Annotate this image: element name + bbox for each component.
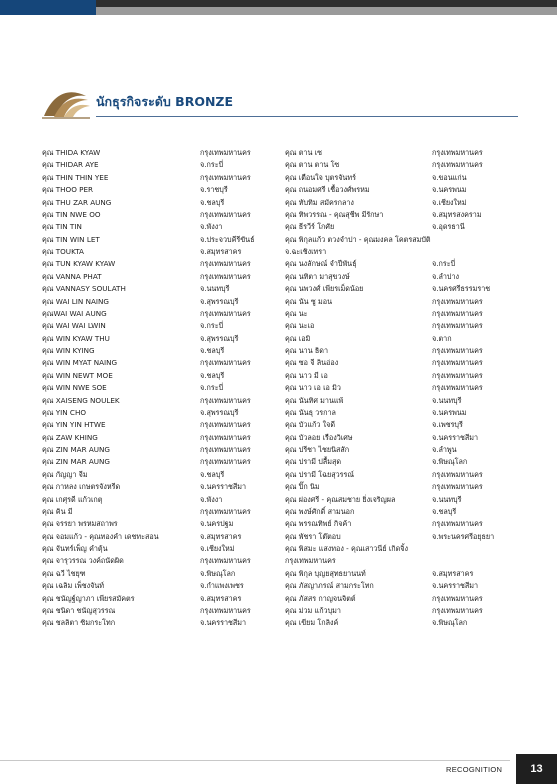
member-province-right: จ.พิษณุโลก xyxy=(432,457,468,467)
member-name-right: คุณ ปิ๊ก นิม xyxy=(285,482,320,492)
section-title: นักธุรกิจระดับ BRONZE xyxy=(96,94,234,109)
member-name-left: คุณ TIN WIN LET xyxy=(42,234,100,244)
member-name-left: คุณ ชนัญฐ์ญาภา เพียรสมัคตร xyxy=(42,593,135,603)
member-province-right: จ.ลำปาง xyxy=(432,271,460,281)
member-province-left: กรุงเทพมหานคร xyxy=(200,271,251,281)
member-name-left: คุณ ZIN MAR AUNG xyxy=(42,457,110,467)
member-province-right: จ.นครพนม xyxy=(432,185,467,195)
member-province-left: จ.ชลบุรี xyxy=(200,370,225,380)
member-province-left: จ.ชลบุรี xyxy=(200,346,225,355)
member-province-left: จ.ชลบุรี xyxy=(200,469,225,479)
member-name-right: คุณ นพวงศ์ เพียรเม็ดน้อย xyxy=(285,284,364,294)
member-name-right: คุณ ม่วม แก้วบุมา xyxy=(285,605,341,615)
member-name-right: คุณ พงษ์ศักดิ์ สามนอก xyxy=(285,506,355,516)
member-province-left: กรุงเทพมหานคร xyxy=(200,172,251,182)
member-province-right: จ.ชลบุรี xyxy=(432,506,457,516)
member-province-left: จ.นครปฐม xyxy=(200,519,234,529)
member-name-right: จ.ฉะเชิงเทรา xyxy=(285,247,327,256)
member-name-left: คุณ เกศุรดี แก้วเกตุ xyxy=(42,494,103,504)
member-name-left: คุณ WIN NWE SOE xyxy=(42,383,107,393)
member-name-left: คุณ จันทร์เพ็ญ คำตุ้น xyxy=(42,544,108,553)
member-name-left: คุณ VANNA PHAT xyxy=(42,271,102,281)
member-name-left: คุณ TOUKTA xyxy=(42,247,84,256)
member-name-left: คุณ จอมแก้ว - คุณทองคำ เดชทะสอน xyxy=(42,531,159,541)
member-province-left: จ.กระบี่ xyxy=(200,160,224,170)
member-province-left: จ.นครราชสีมา xyxy=(200,618,247,628)
member-province-left: กรุงเทพมหานคร xyxy=(200,395,251,405)
member-province-right: กรุงเทพมหานคร xyxy=(432,308,483,318)
member-province-left: กรุงเทพมหานคร xyxy=(200,308,251,318)
member-name-right: คุณ เอมิ xyxy=(285,333,311,343)
member-province-left: กรุงเทพมหานคร xyxy=(200,148,251,157)
member-province-right: กรุงเทพมหานคร xyxy=(432,321,483,331)
member-province-right: กรุงเทพมหานคร xyxy=(432,593,483,603)
member-name-right: คุณ นันทิศ มานแพ้ xyxy=(285,395,344,405)
member-province-left: จ.เชียงใหม่ xyxy=(200,544,235,553)
member-province-left: จ.สุพรรณบุรี xyxy=(200,296,239,306)
member-province-left: จ.พิษณุโลก xyxy=(200,568,236,578)
member-name-left: คุณ TIN NWE OO xyxy=(42,209,101,219)
member-name-left: คุณ ชนิดา ชนัญสุวรรณ xyxy=(42,605,116,615)
member-name-right: คุณ ปรีชา ไชยนิสสัก xyxy=(285,445,350,454)
member-name-left: คุณ YIN YIN HTWE xyxy=(42,420,106,430)
member-province-left: จ.พังงา xyxy=(200,222,223,232)
member-name-right: คุณ ภัสญาภรณ์ สามกระโทก xyxy=(285,581,374,591)
member-province-left: จ.ราชบุรี xyxy=(200,185,228,195)
member-province-right: จ.เพชรบุรี xyxy=(432,420,463,430)
member-province-right: กรุงเทพมหานคร xyxy=(432,383,483,393)
member-name-right: คุณ พรรณทิพย์ กิจค้า xyxy=(285,519,352,529)
member-name-right: คุณ นทิตา มาสุขวงษ์ xyxy=(285,271,350,281)
member-name-right: คุณ ถนอมศรี เชื้อวงศ์พรหม xyxy=(285,185,370,195)
member-name-right: คุณ เขียม โกลิงค์ xyxy=(285,618,339,628)
member-province-left: จ.สมุทรสาคร xyxy=(200,247,242,256)
member-name-left: คุณ กาหลง เกษตรจังหรีด xyxy=(42,482,121,492)
member-province-right: จ.ลำพูน xyxy=(432,445,457,454)
member-province-right: จ.นนทบุรี xyxy=(432,494,462,504)
member-name-left: คุณ THIN THIN YEE xyxy=(42,172,109,182)
member-province-right: จ.ขอนแก่น xyxy=(432,172,467,182)
member-name-left: คุณ WAI LIN NAING xyxy=(42,296,109,306)
member-name-right: คุณ พิกุล บุญยสุทธยานนท์ xyxy=(285,568,366,578)
member-name-right: คุณ ปรามี โฉยสุวรรณ์ xyxy=(285,469,355,479)
member-province-left: จ.นครราชสีมา xyxy=(200,482,247,492)
member-name-right: คุณ นาว มี เอ xyxy=(285,370,328,380)
member-province-right: กรุงเทพมหานคร xyxy=(432,358,483,368)
member-name-left: คุณ TUN KYAW KYAW xyxy=(42,259,116,269)
member-name-right: คุณ ตาน ตาน โซ xyxy=(285,160,340,170)
member-name-left: คุณ THU ZAR AUNG xyxy=(42,197,112,207)
member-province-right: กรุงเทพมหานคร xyxy=(432,148,483,157)
member-name-right: คุณ พิกุลแก้ว ตวงจำปา - คุณมงคล โคตรสมบัติ xyxy=(285,234,431,244)
member-province-left: จ.ชลบุรี xyxy=(200,197,225,207)
member-province-right: จ.นครศรีธรรมราช xyxy=(432,284,491,294)
member-name-left: คุณ XAISENG NOULEK xyxy=(42,395,120,405)
member-province-left: กรุงเทพมหานคร xyxy=(200,605,251,615)
member-province-right: จ.สมุทรสาคร xyxy=(432,568,474,578)
member-name-left: คุณ WAI WAI LWIN xyxy=(42,321,106,331)
member-name-right: คุณ ทับทิม สมัครกลาง xyxy=(285,197,354,207)
member-province-left: จ.สุพรรณบุรี xyxy=(200,333,239,343)
member-name-right: คุณ ซอ จี ลินอ่อง xyxy=(285,358,339,368)
member-province-right: จ.นครราชสีมา xyxy=(432,581,479,591)
member-province-left: กรุงเทพมหานคร xyxy=(200,445,251,454)
member-province-right: จ.เชียงใหม่ xyxy=(432,197,467,207)
member-name-right: คุณ เตือนใจ บุตรจันทร์ xyxy=(285,172,356,182)
member-name-right: คุณ ผ่องศรี - คุณสมชาย ยิ่งเจริญผล xyxy=(285,494,396,504)
member-province-right: จ.พิษณุโลก xyxy=(432,618,468,628)
member-name-left: คุณ WIN KYING xyxy=(42,346,95,355)
member-name-right: คุณ นะเอ xyxy=(285,321,315,331)
member-name-left: คุณ จารุวรรณ วงค์ถนัดผิด xyxy=(42,556,124,566)
member-name-left: คุณ ชลลิตา ซิมกระโทก xyxy=(42,618,116,628)
member-province-left: กรุงเทพมหานคร xyxy=(200,432,251,442)
top-banner xyxy=(0,0,557,20)
member-province-right: จ.นครราชสีมา xyxy=(432,432,479,442)
footer-section-label: RECOGNITION xyxy=(446,765,503,774)
member-name-left: คุณ TIN TIN xyxy=(42,222,82,232)
member-name-right: คุณ พิสมะ แสงทอง - คุณเสาวนีย์ เกิดจิ้ง xyxy=(285,544,409,553)
member-province-right: กรุงเทพมหานคร xyxy=(432,370,483,380)
member-name-left: คุณ ZAW KHING xyxy=(42,432,98,442)
member-province-right: จ.สมุทรสงคราม xyxy=(432,209,482,219)
member-name-left: คุณ คิน มี xyxy=(42,506,73,516)
top-banner-blue-accent xyxy=(0,0,96,15)
member-province-left: จ.พังงา xyxy=(200,494,223,504)
member-province-left: จ.กระบี่ xyxy=(200,383,224,393)
member-province-left: จ.ประจวบคีรีขันธ์ xyxy=(200,234,255,244)
member-province-left: กรุงเทพมหานคร xyxy=(200,506,251,516)
member-name-right: คุณ นาว เอ เอ มิว xyxy=(285,383,341,393)
member-name-right: คุณ บัวแก้ว ใจดี xyxy=(285,420,336,430)
member-name-left: คุณ VANNASY SOULATH xyxy=(42,284,126,294)
title-underline xyxy=(96,116,518,117)
member-name-right: กรุงเทพมหานคร xyxy=(285,556,336,566)
member-name-right: คุณ บัวลอย เรืองวิเศษ xyxy=(285,432,353,442)
member-name-left: คุณ WIN KYAW THU xyxy=(42,333,110,343)
member-province-left: จ.สุพรรณบุรี xyxy=(200,407,239,417)
member-province-right: กรุงเทพมหานคร xyxy=(432,160,483,170)
member-province-left: กรุงเทพมหานคร xyxy=(200,420,251,430)
member-name-right: คุณ นัน ซู มอน xyxy=(285,296,333,306)
member-province-left: จ.กำแพงเพชร xyxy=(200,581,244,591)
member-province-left: กรุงเทพมหานคร xyxy=(200,358,251,368)
member-province-right: จ.กระบี่ xyxy=(432,259,456,269)
member-province-right: จ.นครพนม xyxy=(432,407,467,417)
bronze-logo-icon xyxy=(40,86,92,120)
member-name-left: คุณ THIDAR AYE xyxy=(42,160,99,170)
member-province-right: จ.พระนครศรีอยุธยา xyxy=(432,531,495,541)
member-name-left: คุณ จรรยา พรหมสถาพร xyxy=(42,519,118,529)
member-name-right: คุณ นาน ธิดา xyxy=(285,346,328,355)
member-province-right: จ.อุดรธานี xyxy=(432,222,465,232)
member-province-left: กรุงเทพมหานคร xyxy=(200,259,251,269)
member-province-right: จ.ตาก xyxy=(432,333,452,343)
member-name-left: คุณ THOO PER xyxy=(42,185,94,195)
page-number: 13 xyxy=(516,754,557,784)
member-name-right: คุณ พัชรา โต๊ตอบ xyxy=(285,531,341,541)
member-name-left: คุณ กัญญา จีม xyxy=(42,469,88,479)
member-name-left: คุณ WIN NEWT MOE xyxy=(42,370,113,380)
member-name-right: คุณ ปรามี ปลื้มสุด xyxy=(285,457,342,467)
page-footer xyxy=(0,754,557,784)
member-name-left: คุณWAI WAI AUNG xyxy=(42,308,107,318)
member-name-right: คุณ ภัสสร กาญจนจิตต์ xyxy=(285,593,356,603)
member-name-left: คุณ ZIN MAR AUNG xyxy=(42,445,110,454)
footer-divider xyxy=(0,760,510,761)
member-name-left: คุณ THIDA KYAW xyxy=(42,148,101,157)
member-province-left: กรุงเทพมหานคร xyxy=(200,209,251,219)
member-province-left: จ.กระบี่ xyxy=(200,321,224,331)
member-name-right: คุณ นงลักษณ์ จำปีพันธุ์ xyxy=(285,259,357,269)
member-name-left: คุณ WIN MYAT NAING xyxy=(42,358,118,368)
member-province-right: กรุงเทพมหานคร xyxy=(432,469,483,479)
member-name-left: คุณ เฉลิม เพ็ชงจันท์ xyxy=(42,581,104,591)
member-name-right: คุณ ตาน เซ xyxy=(285,148,322,157)
member-name-right: คุณ นันธุ วรกาล xyxy=(285,407,336,417)
member-province-right: กรุงเทพมหานคร xyxy=(432,346,483,355)
member-province-left: กรุงเทพมหานคร xyxy=(200,556,251,566)
member-name-left: คุณ YIN CHO xyxy=(42,407,87,417)
member-province-left: จ.สมุทรสาคร xyxy=(200,593,242,603)
member-province-left: จ.นนทบุรี xyxy=(200,284,230,294)
member-province-right: กรุงเทพมหานคร xyxy=(432,519,483,529)
member-province-left: จ.สมุทรสาคร xyxy=(200,531,242,541)
member-province-left: กรุงเทพมหานคร xyxy=(200,457,251,467)
member-province-right: กรุงเทพมหานคร xyxy=(432,296,483,306)
member-name-right: คุณ ทิพวรรณ - คุณสุชีพ มีรักษา xyxy=(285,209,384,219)
member-province-right: จ.นนทบุรี xyxy=(432,395,462,405)
member-name-right: คุณ ธีรวีร์ โกศัย xyxy=(285,222,335,232)
member-name-left: คุณ ฉวี ไชยุฑ xyxy=(42,568,86,578)
member-province-right: กรุงเทพมหานคร xyxy=(432,605,483,615)
member-province-right: กรุงเทพมหานคร xyxy=(432,482,483,492)
member-name-right: คุณ นะ xyxy=(285,308,308,318)
